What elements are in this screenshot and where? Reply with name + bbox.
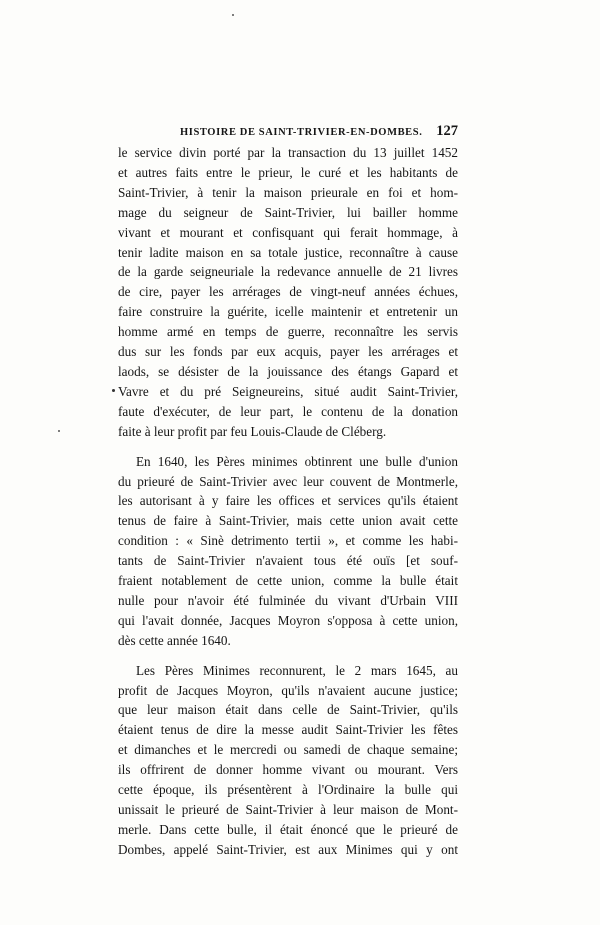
text-line: que leur maison était dans celle de Saint-Trivier, qu'ils	[118, 702, 458, 718]
text-line: le service divin porté par la transaction du 13 juillet 1452	[118, 145, 458, 160]
text-line: de cire, payer les arrérages de vingt-neuf années échues,	[118, 284, 458, 300]
page-number: 127	[436, 123, 458, 139]
text-line: Dombes, appelé Saint-Trivier, est aux Minimes qui y ont	[118, 841, 458, 857]
text-line: fraient notablement de cette union, comme la bulle était	[118, 573, 458, 589]
paper-speck	[232, 14, 234, 16]
body-text	[118, 143, 458, 870]
text-line: profit de Jacques Moyron, qu'ils n'avaient aucune justice;	[118, 682, 458, 698]
text-line: tenir ladite maison en sa totale justice, reconnaître à cause	[118, 244, 458, 260]
text-line: homme armé en temps de guerre, reconnaître les servis	[118, 324, 458, 340]
paper-speck	[58, 430, 60, 432]
text-line: et autres faits entre le prieur, le curé et les habitants de	[118, 164, 458, 180]
paragraph-3	[118, 661, 458, 860]
text-line: cette époque, ils présentèrent à l'Ordinaire la bulle qui	[118, 782, 458, 798]
text-line: vivant et mourant et confisquant qui ferait hommage, à	[118, 224, 458, 240]
text-line: condition : « Sinè detrimento tertii », et comme les habi-	[118, 533, 458, 549]
text-line: nulle pour n'avoir été fulminée du vivant d'Urbain VIII	[118, 592, 458, 608]
page-header	[118, 123, 458, 140]
text-line: qui l'avait donnée, Jacques Moyron s'opposa à cette union,	[118, 612, 458, 628]
text-line: ils offrirent de donner homme vivant ou mourant. Vers	[118, 762, 458, 778]
text-line: dès cette année 1640.	[118, 632, 231, 648]
paragraph-1	[118, 143, 458, 442]
text-line: faute d'exécuter, de leur part, le contenu de la donation	[118, 403, 458, 419]
text-line: et dimanches et le mercredi ou samedi de chaque semaine;	[118, 742, 458, 758]
text-line: dus sur les fonds par eux acquis, payer les arrérages et	[118, 344, 458, 360]
text-line: Les Pères Minimes reconnurent, le 2 mars 1645, au	[136, 662, 458, 678]
text-line: faire construire la guérite, icelle maintenir et entretenir un	[118, 304, 458, 320]
paragraph-2	[118, 452, 458, 651]
text-line: de la garde seigneuriale la redevance annuelle de 21 livres	[118, 264, 458, 280]
text-line: Vavre et du pré Seigneureins, situé audit Saint-Trivier,	[118, 383, 458, 399]
text-line: mage du seigneur de Saint-Trivier, lui bailler homme	[118, 204, 458, 220]
ink-dot	[112, 389, 115, 392]
text-line: unissait le prieuré de Saint-Trivier à leur maison de Mont-	[118, 802, 458, 817]
text-line: faite à leur profit par feu Louis-Claude de Cléberg.	[118, 423, 387, 439]
text-line: Saint-Trivier, à tenir la maison prieurale en foi et hom-	[118, 184, 458, 200]
text-line: tants de Saint-Trivier n'avaient tous été ouïs [et souf-	[118, 553, 458, 569]
text-line: laods, se désister de la jouissance des étangs Gapard et	[118, 363, 458, 379]
text-line: En 1640, les Pères minimes obtinrent une bulle d'union	[136, 453, 458, 469]
text-line: merle. Dans cette bulle, il était énoncé que le prieuré de	[118, 821, 458, 837]
text-line: les autorisant à y faire les offices et services qu'ils étaient	[118, 493, 458, 509]
text-line: étaient tenus de dire la messe audit Saint-Trivier les fêtes	[118, 722, 458, 738]
running-head: HISTOIRE DE SAINT-TRIVIER-EN-DOMBES.	[180, 127, 423, 138]
text-line: tenus de faire à Saint-Trivier, mais cette union avait cette	[118, 513, 458, 529]
text-line: du prieuré de Saint-Trivier avec leur couvent de Montmerle,	[118, 473, 458, 489]
